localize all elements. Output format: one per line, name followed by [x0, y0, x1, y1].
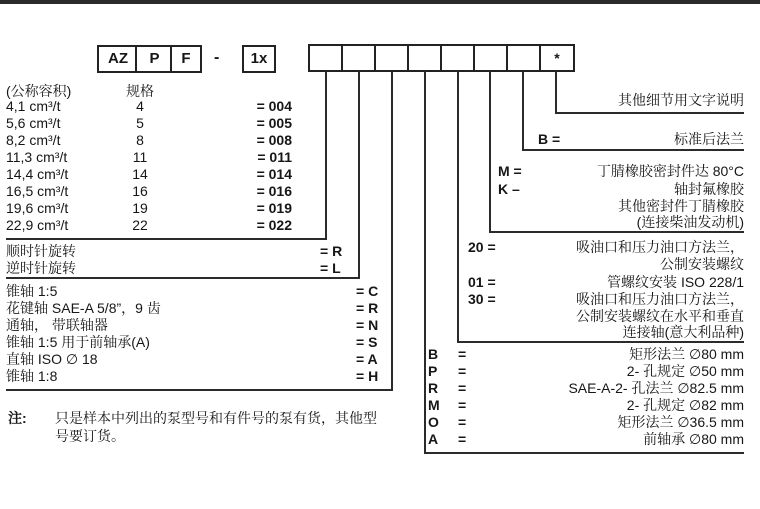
size-code: = 005: [256, 115, 292, 131]
front-flange-label: 矩形法兰 ∅80 mm: [629, 346, 744, 362]
shaft-label: 花键轴 SAE-A 5/8”，9 齿: [6, 300, 161, 316]
port-line: 连接轴(意大利品种): [622, 324, 744, 340]
connector-line: [555, 71, 557, 114]
connector-line: [325, 71, 327, 240]
size-volume: 14,4 cm³/t: [6, 166, 69, 182]
size-value: 22: [132, 217, 148, 233]
port-line: 公制安装螺纹: [660, 256, 744, 272]
connector-line: [457, 71, 459, 343]
model-code-cell-az: AZ: [108, 50, 128, 67]
rear-flange-label: 标准后法兰: [674, 131, 744, 147]
equals-sign: =: [458, 414, 467, 430]
section-underline-shaft: [6, 389, 393, 391]
rotation-code: = R: [320, 243, 343, 259]
size-code: = 004: [256, 98, 292, 114]
shaft-label: 锥轴 1:8: [6, 368, 58, 384]
size-value: 19: [132, 200, 148, 216]
front-flange-label: 2- 孔规定 ∅50 mm: [626, 363, 744, 379]
connector-line: [358, 71, 360, 279]
equals-sign: =: [458, 346, 467, 362]
size-volume: 4,1 cm³/t: [6, 98, 61, 114]
port-line: 公制安装螺纹在水平和垂直: [576, 308, 744, 324]
section-underline-front-flange: [424, 452, 744, 454]
rotation-label: 逆时针旋转: [6, 260, 76, 276]
size-volume: 5,6 cm³/t: [6, 115, 61, 131]
model-code-cell-f: F: [181, 50, 191, 67]
equals-sign: =: [458, 397, 467, 413]
section-underline-rotation: [6, 277, 360, 279]
series-value: 1x: [250, 50, 268, 67]
front-flange-code: O: [428, 414, 439, 430]
model-code-cell-p: P: [149, 50, 160, 67]
front-flange-label: 矩形法兰 ∅36.5 mm: [617, 414, 744, 430]
size-volume: 22,9 cm³/t: [6, 217, 69, 233]
front-flange-label: SAE-A-2- 孔法兰 ∅82.5 mm: [568, 380, 744, 396]
shaft-code: = H: [356, 368, 379, 384]
size-value: 14: [132, 166, 148, 182]
size-value: 8: [136, 132, 144, 148]
front-flange-code: A: [428, 431, 439, 447]
size-volume: 11,3 cm³/t: [6, 149, 68, 165]
front-flange-code: R: [428, 380, 439, 396]
front-flange-code: M: [428, 397, 440, 413]
size-table-header-size: 规格: [126, 83, 154, 99]
other-details-label: 其他细节用文字说明: [618, 92, 744, 108]
size-value: 11: [132, 149, 148, 165]
port-code-01: 01 =: [468, 274, 496, 290]
shaft-code: = N: [356, 317, 379, 333]
port-code-30: 30 =: [468, 291, 496, 307]
option-box-divider: [440, 46, 442, 70]
size-volume: 19,6 cm³/t: [6, 200, 69, 216]
shaft-code: = A: [356, 351, 378, 367]
seal-code-k: K –: [498, 181, 520, 197]
shaft-code: = S: [356, 334, 378, 350]
star-cell: *: [554, 50, 560, 66]
size-code: = 022: [256, 217, 292, 233]
option-boxes-row: [308, 44, 575, 72]
equals-sign: =: [458, 363, 467, 379]
connector-line: [522, 71, 524, 151]
prefix-box-divider: [135, 47, 137, 71]
seal-code-m: M =: [498, 163, 522, 179]
front-flange-code: P: [428, 363, 438, 379]
front-flange-label: 前轴承 ∅80 mm: [643, 431, 744, 447]
connector-line: [424, 71, 426, 454]
size-volume: 8,2 cm³/t: [6, 132, 61, 148]
seal-line: 轴封氟橡胶: [674, 181, 744, 197]
option-box-divider: [341, 46, 343, 70]
page-top-rule: [0, 0, 760, 4]
option-box-divider: [506, 46, 508, 70]
shaft-label: 直轴 ISO ∅ 18: [6, 351, 98, 367]
shaft-label: 锥轴 1:5: [6, 283, 58, 299]
size-code: = 008: [256, 132, 292, 148]
seal-line: 丁腈橡胶密封件达 80°C: [596, 163, 744, 179]
equals-sign: =: [458, 431, 467, 447]
front-flange-code: B: [428, 346, 439, 362]
note-prefix: 注:: [8, 410, 27, 426]
size-code: = 016: [256, 183, 292, 199]
rotation-code: = L: [320, 260, 341, 276]
size-table-header-volume: (公称容积): [6, 83, 72, 99]
model-code-prefix-box: [97, 45, 202, 73]
prefix-box-divider: [170, 47, 172, 71]
option-box-divider: [407, 46, 409, 70]
section-underline-ports: [457, 341, 744, 343]
rotation-label: 顺时针旋转: [6, 243, 76, 259]
shaft-code: = R: [356, 300, 379, 316]
series-box: [242, 45, 276, 73]
size-value: 5: [136, 115, 144, 131]
size-value: 16: [132, 183, 148, 199]
note-text-line2: 号要订货。: [55, 428, 125, 444]
size-value: 4: [136, 98, 144, 114]
port-line: 吸油口和压力油口方法兰，: [576, 239, 744, 255]
port-code-20: 20 =: [468, 239, 496, 255]
shaft-code: = C: [356, 283, 379, 299]
front-flange-label: 2- 孔规定 ∅82 mm: [626, 397, 744, 413]
port-line: 吸油口和压力油口方法兰，: [576, 291, 744, 307]
section-underline-size: [6, 238, 327, 240]
connector-line: [489, 71, 491, 233]
size-code: = 019: [256, 200, 292, 216]
section-underline-seals: [489, 231, 744, 233]
size-volume: 16,5 cm³/t: [6, 183, 69, 199]
option-box-divider: [374, 46, 376, 70]
option-box-divider: [473, 46, 475, 70]
shaft-label: 通轴， 带联轴器: [6, 317, 108, 333]
port-line: 管螺纹安装 ISO 228/1: [607, 274, 744, 290]
equals-sign: =: [458, 380, 467, 396]
size-code: = 014: [256, 166, 292, 182]
shaft-label: 锥轴 1:5 用于前轴承(A): [6, 334, 150, 350]
section-underline-rear-flange: [522, 149, 744, 151]
seal-line: 其他密封件丁腈橡胶: [618, 198, 744, 214]
model-code-dash: -: [214, 49, 220, 66]
rear-flange-code: B =: [538, 131, 561, 147]
connector-line: [391, 71, 393, 391]
size-code: = 011: [257, 149, 292, 165]
section-underline-other-details: [555, 112, 744, 114]
note-text-line1: 只是样本中列出的泵型号和有件号的泵有货，其他型: [55, 410, 377, 426]
seal-line: (连接柴油发动机): [636, 214, 744, 230]
